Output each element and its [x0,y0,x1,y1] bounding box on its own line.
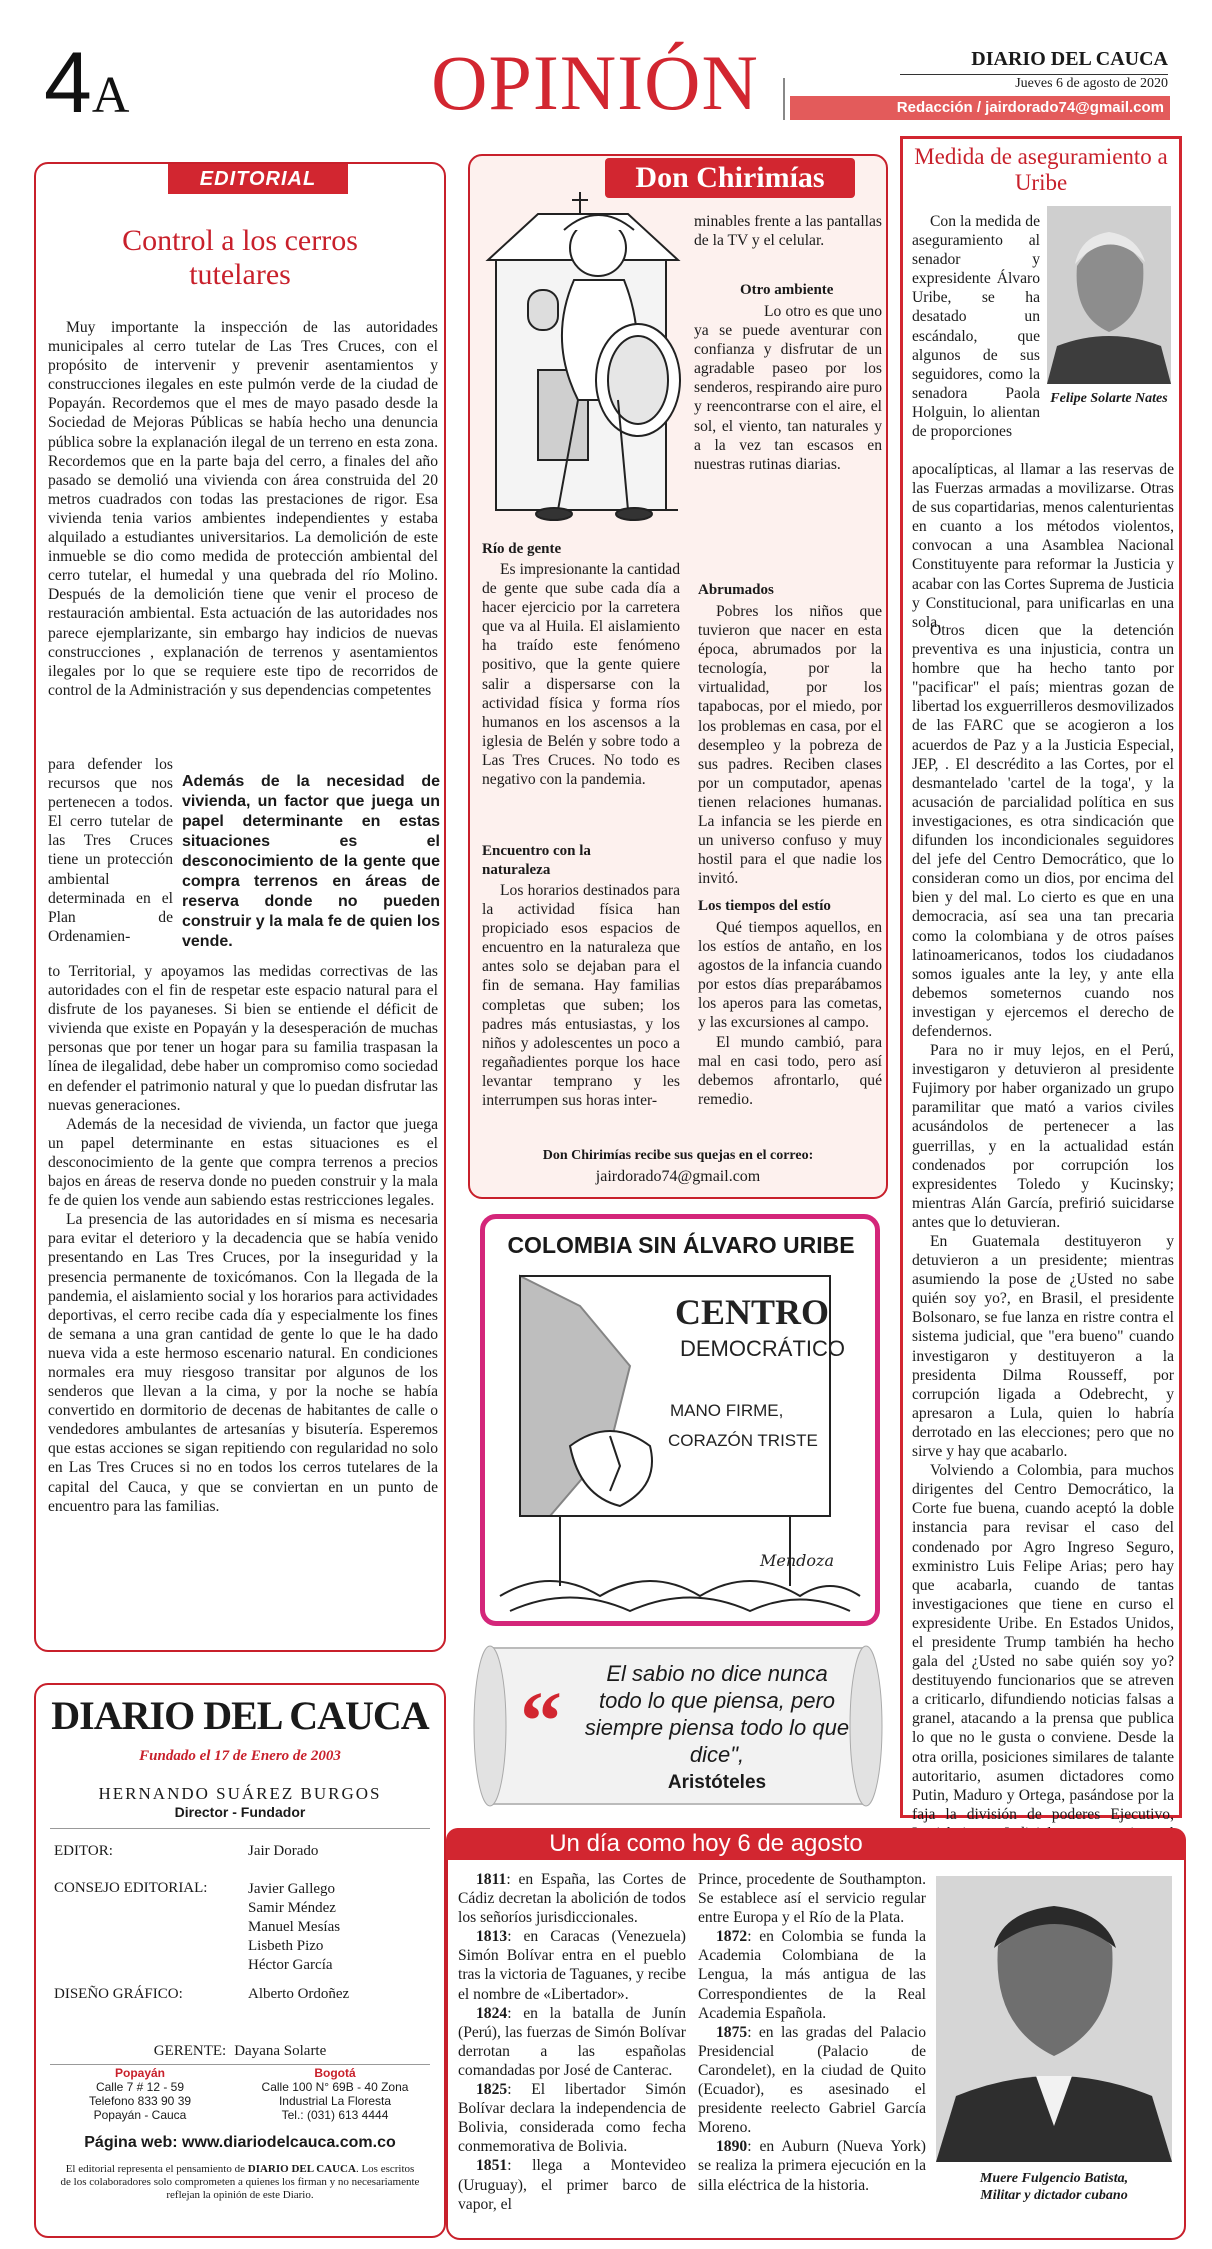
history-entry [698,1927,926,2022]
cartoon-svg [490,1266,870,1621]
cartoon-title: COLOMBIA SIN ÁLVARO URIBE [507,1232,855,1258]
history-year: 1875 [716,2023,748,2041]
history-year: 1825 [476,2081,508,2099]
history-title: Un día como hoy 6 de agosto [446,1828,966,1860]
chirimias-estio-text [698,918,882,1109]
consejo-member: Héctor García [248,1957,333,1973]
masthead-role-editor: EDITOR: [54,1843,113,1859]
chirimias-right-top: minables frente a las pantallas de la TV y el celular. [694,213,882,250]
masthead-name: DIARIO DEL CAUCA [51,1693,429,1738]
history-year: 1851 [476,2157,508,2175]
history-title-bar-ext [966,1828,1186,1860]
estio-paragraph: El mundo cambió, para mal en casi todo, pero así debemos afrontarlo, qué remedio. [698,1033,882,1108]
history-photo [936,1876,1172,2162]
history-year: 1813 [476,1928,508,1946]
chirimias-illustration [478,190,696,530]
masthead-gerente [40,2043,440,2060]
estio-paragraph: Qué tiempos aquellos, en los estíos de antaño, en los agostos de la infancia cuando por estos días preparábamos los aperos para las cometas, y las excursiones al campo. [698,919,882,1032]
editorial-paragraph: to Territorial, y apoyamos las medidas correctivas de las autoridades con el fin de respetar este espacio natural para el disfrute de los payaneses. Si bien se entiende el déficit de vivienda que existe en Popayán y la desesperación de muchas personas que por tener un hogar para su familia traspasan la línea de ilegalidad, debe haber un compromiso como sociedad en defender el patrimonio natural y que lo puedan disfrutar las nuevas generaciones. [48,963,438,1114]
office-line: Industrial La Floresta [278,2094,392,2108]
chirimias-otro-head: Otro ambiente [740,282,834,298]
consejo-member: Lisbeth Pizo [248,1938,324,1954]
cartoon-sign-line1: CENTRO [675,1292,830,1332]
history-text: : en Caracas (Venezuela) Simón Bolívar entra en el pueblo tras la victoria de Taguanes, y recibe el nombre de «Libertador». [458,1928,686,2003]
header-redaction-bar [790,96,1170,120]
editorial-paragraph: Muy importante la inspección de las autoridades municipales al cerro tutelar de Las Tres Cruces, con el propósito de intervenir y prevenir asentamientos y construcciones ilegales en este pulmón verde de la ciudad de Popayán. Recordemos que el mes de mayo pasado desde la Sociedad de Mejoras Públicas se había hecho una denuncia pública sobre la explanación ilegal de un terreno en esta zona. Recordemos que en la parte baja del cerro, a finales del año pasado se demolió una vivienda con área construida del 20 metros cuadrados con todas las prestaciones de rigor. Esa vivienda tenia varios ambientes independientes y estaba alquilado a estudiantes universitarios. La demolición de este inmueble se dio como medida de protección ambiental del cerro tutelar, el humedal y una quebrada del río Molino. Después de la demolición tiene que venir el proceso de restauración ambiental. Esta actuación de las autoridades nos parece ejemplarizante, sin embargo hay indicios de nuevas construcciones , explanación de terrenos y asentamientos ilegales por lo que se requiere este tipo de recorridos de control de la Administración y sus dependencias competentes [48,319,438,699]
history-intro: Prince, procedente de Southampton. Se establece así el servicio regular entre Europa y el Río de la Plata. [698,1871,926,1927]
history-year: 1811 [476,1871,507,1888]
history-text: : en Auburn (Nueva York) se realiza la primera ejecución en la silla eléctrica de la historia. [698,2138,926,2194]
office-popayan [60,2066,220,2122]
office-line: Telefono 833 90 39 [88,2094,192,2108]
redaction-email[interactable]: Redacción / jairdorado74@gmail.com [896,99,1164,116]
cartoon-signature: Mendoza [760,1551,834,1570]
cartoon-drawing [490,1266,870,1621]
office-line: Tel.: (031) 613 4444 [281,2108,389,2122]
editorial-body-top [48,318,438,700]
masthead-role-editor-name: Jair Dorado [248,1843,319,1859]
quote-author: Aristóteles [667,1772,767,1793]
page-number-digit: 4 [44,35,92,131]
office-bogota [240,2066,430,2122]
chirimias-abrumados-head: Abrumados [698,582,774,598]
column-paragraph: En Guatemala destituyeron y detuvieron a un presidente; mientras asumiendo la pose de ¿Usted no sabe quién soy yo?, en Brasil, el presidente Bolsonaro, se fue lanza en ristre contra el sistema judicial, que "era bueno" cuando investigaron y destituyeron a la presidenta Dilma Rousseff, por corrupción ligada a Odebrecht, y apresaron a Lula, quien lo habría derrotado en las elecciones; pero que no sirve y hay que acabarlo. [912,1233,1174,1461]
masthead-role-diseno: DISEÑO GRÁFICO: [54,1986,183,2002]
chirimias-abrumados-text: Pobres los niños que tuvieron que nacer en esta época, abrumados por la tecnología, por la virtualidad, por los tapabocas, por el miedo, por los problemas en casa, por el desempleo y la pobreza de sus padres. Reciben clases por un computador, apenas tienen relaciones humanas. La infancia se les pierde en un universo confuso y muy hostil para el que nadie los invitó. [698,603,882,888]
cartoon-caption2: CORAZÓN TRISTE [668,1431,818,1450]
column-paragraph: Otros dicen que la detención preventiva es una injusticia, contra un hombre que ha hecho tanto por "pacificar" el país; mientras gozan de libertad los exguerrilleros desmovilizados de las FARC que se acogieron a los acuerdos de Paz y a la Justicia Especial, JEP, . El descrédito a las Cortes, por el desmantelado 'cartel de la toga', y la acusación de parcialidad política en sus investigaciones, es otra sindicación que difunden los incondicionales seguidores del jefe del Centro Democrático, que lo consideran como un dios, por encima del bien y del mal. Lo cierto es que en una democracia, así sea una tan precaria como la colombiana y de otros países latinoamericanos, todos los ciudadanos somos iguales ante la ley, y ante ella debemos someternos cuando nos investigan y ejercemos el derecho de defendernos. [912,622,1174,1040]
chirimias-encuentro-text: Los horarios destinados para la actividad física han propiciado esos espacios de encuentro en la naturaleza que antes solo se dejaban para el fin de semana. Hay familias completas que suben; los padres más entusiastas, y los niños y adolescentes un poco a regañadientes porque los hace levantar temprano y les interrumpen sus horas inter- [482,882,680,1110]
editorial-paragraph: Además de la necesidad de vivienda, un factor que juega un papel determinante en estas situaciones es el desconocimiento de la gente que compra terrenos a precios bajos en áreas de reserva donde no pueden construir y la mala fe de quien los vende aun sabiendo estas restricciones legales. [48,1115,438,1210]
masthead-director-title: Director - Fundador [174,1804,306,1820]
cartoon-caption1: MANO FIRME, [670,1401,784,1420]
office-line: Calle 7 # 12 - 59 [95,2080,185,2094]
history-year: 1872 [716,1928,748,1946]
column-body [912,621,1174,1881]
column-paragraph: Volviendo a Colombia, para muchos dirigentes del Centro Democrático, la Corte fue buena, cuando aceptó la doble instancia para revisar el caso del condenado por Agro Ingreso Seguro, exministro Luis Felipe Arias; pero hay que acabarla, cuando de tantas investigaciones que tiene en curso el expresidente Uribe. En Estados Unidos, el presidente Trump también ha hecho gala del ¿Usted no sabe quién soy yo? destituyendo funcionarios que se atreven a criticarlo, difundiendo noticias falsas a granel, atacando a la prensa que publica lo que no le gusta o conviene. Desde la otra orilla, posiciones similares de talante autoritario, asumen dictadores como Putin, Maduro y Ortega, pasándose por la faja la división de poderes Ejecutivo, [912,1462,1174,1823]
office-bogota-city: Bogotá [314,2066,356,2080]
history-entry [458,2156,686,2213]
photo-caption-line: Militar y dictador cubano [980,2188,1128,2203]
editorial-paragraph: La presencia de las autoridades en sí misma es necesaria para evitar el deterioro y la decadencia que se había venido presentando en Las Tres Cruces, por la inseguridad y la presencia permanente de toxicómanos. Con la llegada de la pandemia, el aislamiento social y los horarios para actividades deportivas, el cerro recibe cada día y especialmente los fines de semana a una gran cantidad de gente lo que le ha dado nueva vida a este hermoso escenario natural. En condiciones normales era muy riesgoso transitar por algunos de los senderos que llevan a la cima, y por la noche se había convertido en dormitorio de decenas de habitantes de calle o vendedores ambulantes de artesanías y bisutería. Esperemos que estas acciones se sigan repitiendo con regularidad no solo en Las Tres Cruces si no en todos los cerros tutelares de la capital del Cauca, y que se conviertan en un punto de encuentro para las familias. [48,1211,438,1515]
chirimias-rio-head: Río de gente [482,541,562,557]
consejo-member: Manuel Mesías [248,1919,341,1935]
gerente-label: GERENTE: [153,2043,227,2059]
masthead-director-name: HERNANDO SUÁREZ BURGOS [98,1784,382,1803]
history-text: : llega a Montevideo (Uruguay), el primer barco de vapor, el [458,2157,686,2213]
chirimias-contact-email[interactable]: jairdorado74@gmail.com [595,1168,761,1185]
history-entry [458,2080,686,2156]
history-entry [458,1927,686,2003]
history-entry [698,2023,926,2138]
chirimias-encuentro-head: Encuentro con la naturaleza [482,843,591,878]
consejo-member: Javier Gallego [248,1881,336,1897]
editorial-title: Control a los cerros tutelares [122,224,358,291]
disclaimer-part: El editorial representa el pensamiento de [65,2163,248,2175]
masthead-box [34,1683,446,2238]
masthead-consejo-names [248,1880,340,1975]
history-photo-caption [930,2170,1178,2204]
editorial-body-narrow: para defender los recursos que nos pertenecen a todos. El cerro tutelar de las Tres Cruces tiene un protección ambiental determinada en el Plan de Ordenamien- [48,756,173,945]
history-year: 1824 [476,2004,508,2022]
column-paragraph: Para no ir muy lejos, en el Perú, investigaron y detuvieron al presidente Fujimory por haber organizado un grupo paramilitar que mató a varios civiles acusándolos de pertenecer a las guerrillas, y en la actualidad están condenados por corrupción los expresidentes Toledo y Kucinsky; mientras Alán García, prefirió suicidarse antes que lo detuvieran. [912,1042,1174,1231]
cartoon-sign-line2: DEMOCRÁTICO [680,1336,845,1361]
chirimias-rio-text: Es impresionante la cantidad de gente que sube cada día a hacer ejercicio por la carretera que va al Huila. El aislamiento ha traído este fenómeno positivo, que la gente quiere salir a dispersarse con la actividad física y forma ríos humanos en los ascensos a la iglesia de Belén y sobre todo a Las Tres Cruces. No todo es negativo con la pandemia. [482,561,680,789]
consejo-member: Samir Méndez [248,1900,336,1916]
header-paper-name: DIARIO DEL CAUCA [971,48,1168,70]
editorial-pullquote: Además de la necesidad de vivienda, un factor que juega un papel determinante en estas situaciones es el desconocimiento de la gente que compra terrenos en áreas de reserva donde no pueden construir y la mala fe de quien los vende. [182,773,440,950]
column-p1-wide: apocalípticas, al llamar a las reservas de las Fuerzas armadas a movilizarse. Otras de sus copartidarias, menos calenturientas en cuanto a los métodos violentos, convocan a una Asamblea Nacional Constituyente para reformar la Justicia y acabar con las Cortes Suprema de Justicia y Constitucional, para unificarlas en una sola. [912,461,1174,631]
editorial-body-bottom [48,962,438,1516]
section-title: OPINIÓN [431,39,759,126]
office-line: Calle 100 N° 69B - 40 Zona [261,2080,409,2094]
masthead-diseno-name: Alberto Ordoñez [248,1986,350,2002]
editorial-tag: EDITORIAL [168,164,348,194]
history-text: : en la batalla de Junín (Perú), las fuerzas de Simón Bolívar derrotan a las españolas comandadas por José de Canterac. [458,2004,686,2079]
page-number [44,35,130,139]
history-col1 [458,1870,686,2214]
quote-text: El sabio no dice nunca todo lo que piensa, pero siempre piensa todo lo que dice", [584,1661,850,1767]
photo-caption-line: Muere Fulgencio Batista, [979,2171,1129,2186]
column-p1-narrow: Con la medida de aseguramiento al senador y expresidente Álvaro Uribe, se ha desatado un escándalo, que algunos de sus seguidores, como la senadora Paola Holguin, lo alientan de proporciones [912,213,1040,441]
column-photo [1047,206,1171,384]
masthead-divider-2 [50,2064,430,2065]
header-date: Jueves 6 de agosto de 2020 [900,74,1168,92]
masthead-disclaimer [60,2163,420,2202]
batista-portrait [936,1876,1172,2162]
gerente-name: Dayana Solarte [234,2043,327,2059]
chirimias-title: Don Chirimías [605,158,855,198]
office-popayan-city: Popayán [114,2066,165,2080]
history-col2 [698,1870,926,2195]
column-author: Felipe Solarte Nates [1050,391,1168,406]
author-portrait [1047,206,1171,384]
chirimias-estio-head: Los tiempos del estío [698,898,831,914]
history-text: : El libertador Simón Bolívar declara la independencia de Bolivia, considerada como fecha conmemorativa de Bolivia. [458,2081,686,2156]
chirimias-otro-text: Lo otro es que uno ya se puede aventurar con confianza y disfrutar de un agradable paseo por los senderos, respirando aire puro y reencontrarse con el aire, el sol, el viento, tan naturales y a la vez tan escasos en nuestras rutinas diarias. [694,303,882,473]
office-line: Popayán - Cauca [93,2108,187,2122]
disclaimer-paper: DIARIO DEL CAUCA [247,2163,356,2175]
history-entry [458,1870,686,1927]
column-title: Medida de aseguramiento a Uribe [914,144,1168,195]
masthead-role-consejo: CONSEJO EDITORIAL: [54,1880,208,1896]
masthead-divider [50,1828,430,1829]
history-entry [698,2137,926,2194]
history-text: : en Colombia se funda la Academia Colombiana de la Lengua, la más antigua de las Correspondientes de la Real Academia Española. [698,1928,926,2022]
quote-mark-icon: “ [520,1675,562,1768]
disclaimer-part: . Los escritos de los colaboradores solo comprometen a quienes los firman y no necesariamente reflejan la opinión de este Diario. [60,2163,420,2201]
drummer-drawing [478,190,696,530]
history-text: : en España, las Cortes de Cádiz decretan la abolición de todos los señoríos jurisdiccionales. [458,1871,686,1927]
masthead-web[interactable]: Página web: www.diariodelcauca.com.co [84,2134,396,2151]
history-year: 1890 [716,2138,748,2156]
page-number-letter: A [91,67,130,124]
chirimias-contact-label: Don Chirimías recibe sus quejas en el correo: [542,1148,814,1163]
header-rule [783,78,785,120]
masthead-founded: Fundado el 17 de Enero de 2003 [139,1748,341,1764]
history-entry [458,2004,686,2080]
history-text: : en las gradas del Palacio Presidencial (Palacio de Carondelet), en la ciudad de Quito (Ecuador), es asesinado el presidente reelecto Gabriel García Moreno. [698,2023,926,2137]
